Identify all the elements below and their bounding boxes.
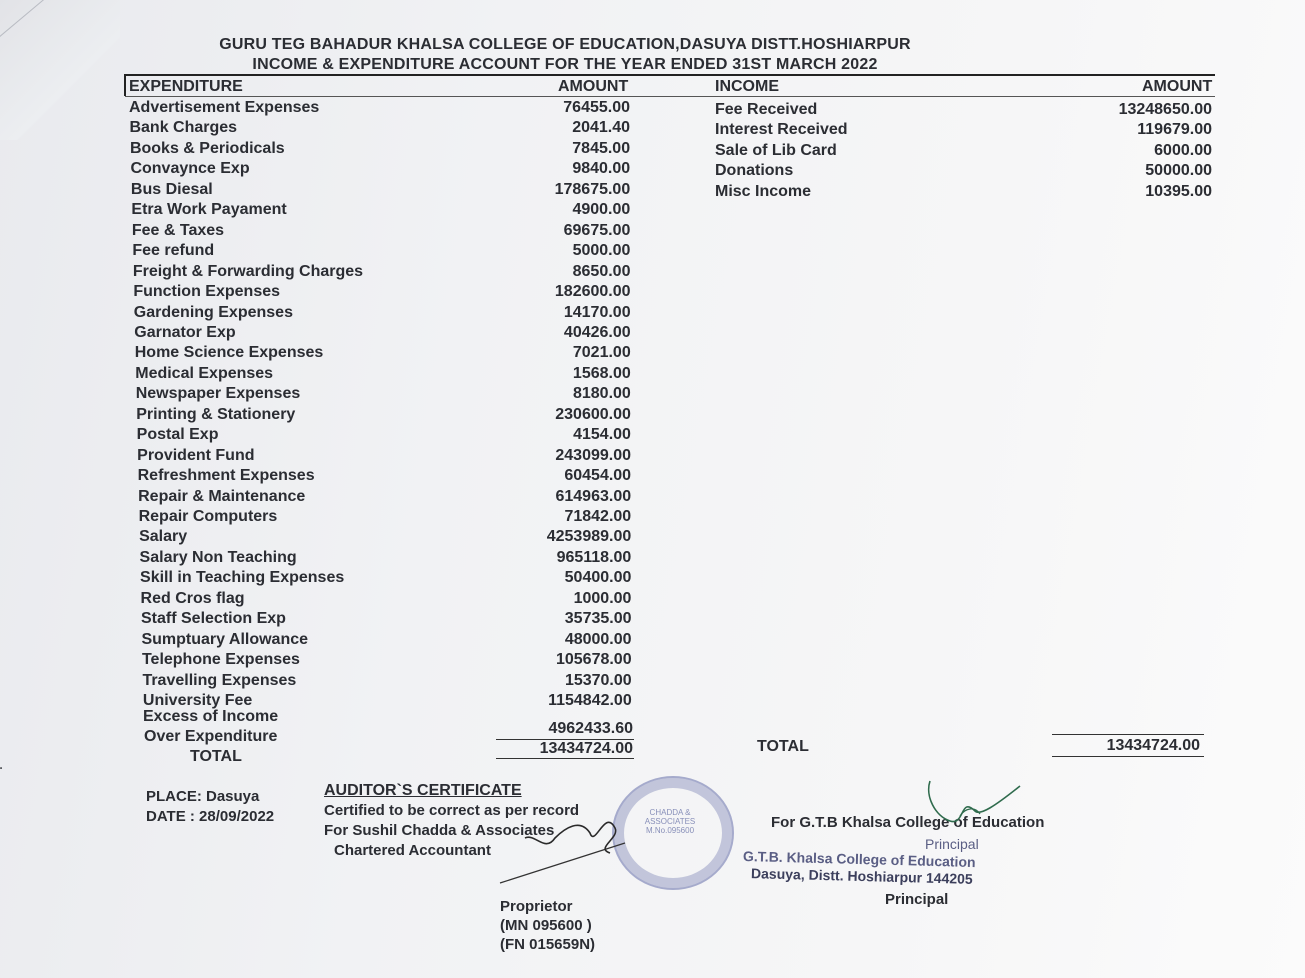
- expenditure-label: Freight & Forwarding Charges: [132, 262, 364, 280]
- expenditure-row: [0, 406, 700, 426]
- date-text: DATE : 28/09/2022: [146, 808, 275, 825]
- expenditure-amount: 48000.00: [564, 630, 632, 648]
- income-amount: 50000.00: [1145, 162, 1212, 180]
- expenditure-amount: 1154842.00: [548, 692, 632, 710]
- expenditure-row: [0, 672, 700, 692]
- expenditure-amount: 60454.00: [564, 467, 632, 485]
- expenditure-label: Red Cros flag: [140, 589, 245, 607]
- table-top-border: [125, 74, 1215, 76]
- expenditure-amount: 9840.00: [572, 160, 631, 178]
- income-label: Fee Received: [715, 101, 818, 118]
- expenditure-row: [0, 569, 700, 589]
- expenditure-label: Bus Diesal: [130, 180, 213, 198]
- table-left-border: [124, 74, 126, 96]
- expenditure-amount: 965118.00: [556, 548, 632, 566]
- total-right-label: TOTAL: [757, 738, 809, 755]
- expenditure-row: [0, 304, 700, 324]
- expenditure-label: Home Science Expenses: [134, 344, 324, 362]
- expenditure-label: Salary: [139, 528, 188, 546]
- expenditure-label: Salary Non Teaching: [139, 548, 297, 566]
- expenditure-row: [0, 222, 700, 242]
- expenditure-label: Medical Expenses: [135, 364, 274, 382]
- total-left-amount: 13434724.00: [539, 740, 633, 757]
- expenditure-row: [0, 651, 700, 671]
- expenditure-amount: 7021.00: [572, 344, 631, 362]
- expenditure-amount: 76455.00: [563, 99, 630, 116]
- expenditure-amount: 8650.00: [572, 262, 631, 280]
- auditor-seal-text: CHADDA & ASSOCIATES M.No.095600: [644, 808, 696, 835]
- expenditure-amount: 8180.00: [572, 385, 631, 403]
- expenditure-label: Telephone Expenses: [141, 651, 300, 669]
- expenditure-row: [0, 467, 700, 487]
- expenditure-amount: 2041.40: [572, 119, 631, 137]
- expenditure-row: [0, 447, 700, 467]
- expenditure-amount: 4154.00: [573, 426, 631, 444]
- header-underline: [125, 96, 1215, 97]
- income-amount: 10395.00: [1145, 182, 1212, 200]
- auditor-line-2: For Sushil Chadda & Associates: [324, 822, 555, 839]
- expenditure-label: Travelling Expenses: [142, 671, 297, 689]
- expenditure-amount: 14170.00: [563, 303, 631, 321]
- expenditure-amount: 105678.00: [555, 651, 632, 669]
- expenditure-label: Repair Computers: [138, 508, 278, 525]
- for-college-text: For G.T.B Khalsa College of Education: [771, 814, 1045, 831]
- expenditure-amount: 1568.00: [572, 364, 631, 382]
- income-header: INCOME: [715, 78, 779, 95]
- expenditure-amount: 243099.00: [555, 446, 632, 464]
- income-row: [0, 139, 1220, 162]
- total-left-label: TOTAL: [190, 748, 242, 765]
- expenditure-label: Function Expenses: [133, 283, 281, 301]
- income-amount: 119679.00: [1137, 121, 1212, 139]
- expenditure-row: [0, 201, 700, 221]
- expenditure-label: Etra Work Payament: [131, 201, 287, 219]
- expenditure-label: Garnator Exp: [134, 323, 236, 341]
- expenditure-amount: 40426.00: [563, 323, 631, 341]
- expenditure-row: [0, 324, 700, 344]
- proprietor-label: Proprietor: [500, 898, 573, 915]
- expenditure-row: [0, 631, 700, 651]
- expenditure-row: [0, 365, 700, 385]
- statement-title: INCOME & EXPENDITURE ACCOUNT FOR THE YEAR ENDED 31ST MARCH 2022: [252, 56, 878, 73]
- expenditure-label: Skill in Teaching Expenses: [140, 569, 345, 587]
- expenditure-label: Gardening Expenses: [133, 303, 293, 321]
- income-label: Misc Income: [715, 182, 812, 200]
- expenditure-row: [0, 263, 700, 283]
- expenditure-amount: 4900.00: [572, 201, 631, 219]
- expenditure-amount: 614963.00: [555, 487, 632, 505]
- expenditure-label: Printing & Stationery: [136, 405, 296, 423]
- place-text: PLACE: Dasuya: [146, 788, 260, 805]
- expenditure-row: [0, 426, 700, 446]
- expenditure-row: [0, 344, 700, 364]
- expenditure-label: Fee & Taxes: [131, 221, 225, 239]
- expenditure-label: Advertisement Expenses: [129, 99, 320, 116]
- amount-right-header: AMOUNT: [1142, 78, 1213, 95]
- expenditure-row: [0, 549, 700, 569]
- expenditure-label: Staff Selection Exp: [141, 610, 286, 628]
- expenditure-row: [0, 590, 700, 610]
- stamp-principal: Principal: [925, 836, 979, 852]
- expenditure-row: [0, 283, 700, 303]
- expenditure-row: [0, 508, 700, 528]
- expenditure-amount: 1000.00: [573, 589, 632, 607]
- expenditure-label: Fee refund: [132, 242, 215, 260]
- principal-label: Principal: [885, 891, 949, 908]
- income-label: Interest Received: [715, 121, 848, 139]
- expenditure-label: Convaynce Exp: [130, 160, 250, 178]
- firm-number: (FN 015659N): [500, 936, 596, 953]
- expenditure-amount: 15370.00: [564, 671, 632, 689]
- income-label: Donations: [715, 162, 794, 180]
- total-rule-top-right: [1052, 734, 1204, 735]
- expenditure-amount: 5000.00: [572, 242, 631, 260]
- income-amount: 13248650.00: [1118, 101, 1212, 118]
- expenditure-row: [0, 610, 700, 630]
- expenditure-label: Sumptuary Allowance: [141, 630, 309, 648]
- college-stamp-line-2: Dasuya, Distt. Hoshiarpur 144205: [750, 865, 973, 887]
- college-stamp-line-1: G.T.B. Khalsa College of Education: [742, 847, 976, 871]
- income-row: [0, 162, 1220, 182]
- expenditure-amount: 35735.00: [564, 610, 632, 628]
- expenditure-row: [0, 488, 700, 508]
- auditor-certificate-title: AUDITOR`S CERTIFICATE: [324, 782, 522, 799]
- expenditure-amount: 69675.00: [563, 221, 631, 239]
- expenditure-header: EXPENDITURE: [129, 78, 243, 95]
- expenditure-label: Books & Periodicals: [129, 139, 285, 157]
- income-row: [0, 101, 1220, 121]
- auditor-signature: [495, 808, 635, 888]
- expenditure-label: Bank Charges: [129, 119, 238, 137]
- expenditure-label: University Fee: [142, 692, 253, 710]
- expenditure-row: [0, 242, 700, 262]
- expenditure-label: Refreshment Expenses: [137, 467, 315, 485]
- expenditure-label: Postal Exp: [136, 426, 219, 444]
- principal-signature: [920, 776, 1030, 836]
- expenditure-amount: 71842.00: [564, 508, 632, 525]
- expenditure-row: [0, 385, 700, 405]
- total-right-amount: 13434724.00: [1106, 737, 1200, 754]
- excess-label-2: Over Expenditure: [144, 728, 278, 745]
- expenditure-amount: 4253989.00: [546, 528, 632, 546]
- expenditure-label: Repair & Maintenance: [138, 487, 306, 505]
- excess-label-1: Excess of Income: [143, 708, 279, 725]
- income-row: [0, 180, 1220, 203]
- income-label: Sale of Lib Card: [715, 141, 837, 159]
- expenditure-amount: 7845.00: [572, 139, 631, 157]
- expenditure-label: Provident Fund: [137, 446, 255, 464]
- expenditure-amount: 178675.00: [554, 180, 631, 198]
- college-title: GURU TEG BAHADUR KHALSA COLLEGE OF EDUCATION,DASUYA DISTT.HOSHIARPUR: [219, 36, 911, 53]
- expenditure-row: [0, 692, 700, 712]
- amount-left-header: AMOUNT: [558, 78, 629, 95]
- auditor-line-1: Certified to be correct as per record: [324, 802, 580, 819]
- expenditure-row: [0, 528, 700, 548]
- excess-amount: 4962433.60: [548, 720, 633, 737]
- expenditure-label: Newspaper Expenses: [135, 385, 301, 403]
- income-amount: 6000.00: [1154, 141, 1212, 159]
- expenditure-amount: 182600.00: [554, 283, 631, 301]
- margin-dot: •: [0, 766, 3, 772]
- auditor-line-3: Chartered Accountant: [334, 842, 491, 859]
- expenditure-amount: 50400.00: [564, 569, 632, 587]
- membership-number: (MN 095600 ): [500, 917, 592, 934]
- income-row: [0, 121, 1220, 141]
- expenditure-amount: 230600.00: [555, 405, 631, 423]
